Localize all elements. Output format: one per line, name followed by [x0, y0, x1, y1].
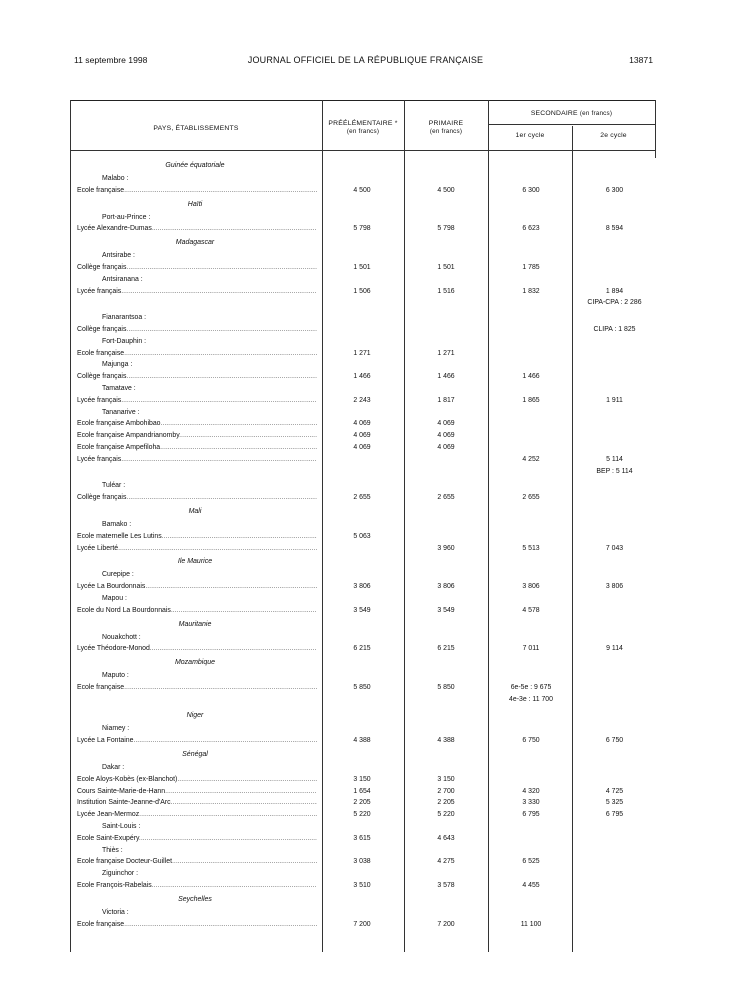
city-row	[70, 845, 655, 857]
cycle2-value: 4 725	[605, 787, 624, 795]
city-name: Niamey :	[102, 725, 130, 733]
establishment-row	[70, 643, 655, 655]
city-row	[70, 907, 655, 919]
establishment-name: Ecole française .....	[77, 348, 317, 360]
city-row	[70, 762, 655, 774]
preelementaire-value: 4 069	[353, 443, 371, 451]
primaire-value: 1 466	[437, 373, 455, 381]
primaire-value: 4 643	[437, 834, 455, 842]
city-row	[70, 670, 655, 682]
city-name: Mapou :	[102, 594, 127, 602]
city-row	[70, 480, 655, 492]
establishment-name: Ecole française .....	[77, 185, 317, 197]
fees-table	[70, 100, 655, 952]
cycle2-value: 8 594	[605, 225, 624, 233]
establishment-row	[70, 371, 655, 383]
preelementaire-value: 5 850	[353, 683, 371, 691]
cycle1-value: 1 785	[522, 263, 540, 271]
country-row	[70, 158, 655, 173]
city-row	[70, 821, 655, 833]
establishment-row	[70, 919, 655, 931]
country-row	[70, 235, 655, 250]
city-name: Fort-Dauphin :	[102, 337, 147, 345]
establishment-row	[70, 418, 655, 430]
establishment-row	[70, 809, 655, 821]
header-bottom-rule	[70, 150, 655, 151]
establishment-name: Ecole François-Rabelais .....	[77, 880, 317, 892]
preelementaire-value: 1 466	[353, 373, 371, 381]
establishment-name: Lycée français .....	[77, 286, 317, 298]
primaire-value: 4 069	[437, 432, 455, 440]
cycle2-value: 7 043	[605, 544, 624, 552]
country-name: Sénégal	[182, 751, 208, 759]
cycle2-value: 6 795	[605, 811, 624, 819]
cycle1-value: 6e-5e : 9 675	[510, 683, 552, 691]
city-row	[70, 212, 655, 224]
preelementaire-value: 5 063	[353, 532, 371, 540]
table-right-border	[655, 100, 656, 158]
city-row	[70, 407, 655, 419]
preelementaire-value: 2 243	[353, 396, 371, 404]
primaire-value: 4 069	[437, 443, 455, 451]
city-name: Malabo :	[102, 175, 129, 182]
cycle1-value: 4 578	[522, 606, 540, 614]
cycle1-value: 4 455	[522, 882, 540, 890]
country-name: Mauritanie	[178, 620, 212, 628]
establishment-name: Collège français .....	[77, 324, 317, 336]
city-row	[70, 868, 655, 880]
country-name: Mali	[188, 507, 202, 515]
primaire-value: 7 200	[437, 920, 455, 928]
establishment-row	[70, 262, 655, 274]
primaire-value: 6 215	[437, 645, 455, 653]
city-row	[70, 250, 655, 262]
establishment-row	[70, 531, 655, 543]
primaire-value: 4 500	[437, 186, 455, 194]
preelementaire-value: 5 220	[353, 811, 371, 819]
primaire-value: 4 275	[437, 858, 455, 866]
col-header-secondaire-unit: (en francs)	[579, 110, 613, 117]
country-name: Madagascar	[175, 239, 215, 247]
primaire-value: 1 817	[437, 396, 455, 404]
country-row	[70, 708, 655, 723]
city-name: Maputo :	[102, 672, 129, 680]
cycle2-value: CLIPA : 1 825	[593, 325, 636, 333]
country-row	[70, 892, 655, 907]
establishment-name: Ecole française .....	[77, 682, 317, 694]
preelementaire-value: 4 500	[353, 186, 371, 194]
preelementaire-value: 7 200	[353, 920, 371, 928]
country-name: Haïti	[187, 200, 203, 208]
cycle1-value: 6 750	[522, 737, 540, 745]
establishment-name: Lycée français .....	[77, 454, 317, 466]
city-name: Saint-Louis :	[102, 823, 141, 831]
establishment-name: Lycée La Fontaine .....	[77, 735, 317, 747]
preelementaire-value: 3 038	[353, 858, 371, 866]
establishment-row	[70, 543, 655, 555]
preelementaire-value: 3 510	[353, 882, 371, 890]
primaire-value: 1 516	[437, 287, 455, 295]
secondaire-rule	[488, 124, 655, 125]
city-row	[70, 312, 655, 324]
table-body	[70, 158, 655, 930]
establishment-name: Ecole française Ampandrianomby .....	[77, 430, 317, 442]
establishment-row	[70, 223, 655, 235]
city-name: Curepipe :	[102, 571, 134, 579]
col-header-secondaire-label: SECONDAIRE	[530, 110, 578, 117]
col-header-primaire-unit: (en francs)	[429, 128, 463, 135]
establishment-row	[70, 797, 655, 809]
establishment-name: Ecole française .....	[77, 919, 317, 931]
cycle2-value: 6 750	[605, 737, 624, 745]
preelementaire-value: 1 501	[353, 263, 371, 271]
cycle1-value: 3 806	[522, 583, 540, 591]
primaire-value: 2 700	[437, 787, 455, 795]
establishment-name: Lycée Jean-Mermoz .....	[77, 809, 317, 821]
primaire-value: 3 150	[437, 775, 455, 783]
establishment-name: Cours Sainte-Marie-de-Hann .....	[77, 786, 317, 798]
establishment-name: Collège français .....	[77, 492, 317, 504]
journal-title: JOURNAL OFFICIEL DE LA RÉPUBLIQUE FRANÇAISE	[247, 55, 484, 65]
cycle1-value: 4e-3e : 11 700	[509, 695, 553, 703]
col-header-primaire-label: PRIMAIRE	[428, 120, 464, 127]
establishment-row	[70, 774, 655, 786]
city-row	[70, 336, 655, 348]
country-name: Mozambique	[174, 659, 216, 667]
primaire-value: 4 388	[437, 737, 455, 745]
cycle2-value: 3 806	[605, 583, 624, 591]
establishment-row	[70, 454, 655, 466]
primaire-value: 2 655	[437, 494, 455, 502]
establishment-row	[70, 605, 655, 617]
city-name: Port-au-Prince :	[102, 213, 151, 221]
preelementaire-value: 5 798	[353, 225, 371, 233]
table-top-rule	[70, 100, 655, 101]
city-name: Victoria :	[102, 908, 129, 916]
establishment-row	[70, 856, 655, 868]
establishment-name: Collège français .....	[77, 262, 317, 274]
primaire-value: 5 220	[437, 811, 455, 819]
city-name: Thiès :	[102, 846, 123, 854]
preelementaire-value: 4 069	[353, 432, 371, 440]
col-header-cycle2: 2e cycle	[600, 132, 627, 139]
cycle2-value: BEP : 5 114	[596, 467, 633, 475]
cycle2-value: 1 894	[605, 287, 624, 295]
establishment-name: Ecole française Docteur-Guillet .....	[77, 856, 317, 868]
city-name: Majunga :	[102, 361, 133, 369]
establishment-name: Ecole française Ampefiloha .....	[77, 442, 317, 454]
preelementaire-value: 1 654	[353, 787, 371, 795]
establishment-row	[70, 735, 655, 747]
cycle1-value: 6 623	[522, 225, 540, 233]
primaire-value: 4 069	[437, 420, 455, 428]
country-name: Niger	[186, 712, 204, 720]
establishment-name: Lycée Alexandre-Dumas .....	[77, 223, 317, 235]
city-name: Nouakchott :	[102, 633, 141, 641]
preelementaire-value: 6 215	[353, 645, 371, 653]
preelementaire-value: 2 205	[353, 799, 371, 807]
cycle2-value: 9 114	[606, 645, 623, 653]
primaire-value: 1 271	[437, 349, 455, 357]
establishment-row	[70, 682, 655, 694]
establishment-row	[70, 492, 655, 504]
cycle1-value: 6 525	[522, 858, 540, 866]
city-name: Ziguinchor :	[102, 870, 139, 878]
establishment-name: Ecole Aloys-Kobès (ex-Blanchot) .....	[77, 774, 317, 786]
country-row	[70, 747, 655, 762]
country-row	[70, 197, 655, 212]
col-header-preelementaire-unit: (en francs)	[346, 128, 380, 135]
establishment-extra-row	[70, 466, 655, 478]
establishment-extra-row	[70, 297, 655, 309]
establishment-row	[70, 395, 655, 407]
primaire-value: 2 205	[437, 799, 455, 807]
establishment-row	[70, 348, 655, 360]
cycle1-value: 1 865	[522, 396, 540, 404]
establishment-name: Ecole maternelle Les Lutins .....	[77, 531, 317, 543]
cycle2-value: 6 300	[605, 186, 624, 194]
city-row	[70, 723, 655, 735]
cycle1-value: 3 330	[522, 799, 540, 807]
city-row	[70, 359, 655, 371]
establishment-row	[70, 833, 655, 845]
cycle1-value: 6 795	[522, 811, 540, 819]
establishment-name: Lycée Théodore-Monod .....	[77, 643, 317, 655]
city-row	[70, 274, 655, 286]
cycle1-value: 1 466	[522, 373, 540, 381]
primaire-value: 3 960	[437, 544, 455, 552]
country-name: Guinée équatoriale	[165, 162, 225, 169]
establishment-name: Ecole Saint-Exupéry .....	[77, 833, 317, 845]
preelementaire-value: 4 388	[353, 737, 371, 745]
cycle1-value: 4 320	[522, 787, 540, 795]
cycle2-value: 5 325	[605, 799, 624, 807]
city-name: Tananarive :	[102, 408, 140, 416]
city-row	[70, 632, 655, 644]
establishment-row	[70, 286, 655, 298]
establishment-name: Lycée Liberté .....	[77, 543, 317, 555]
primaire-value: 3 549	[437, 606, 455, 614]
city-name: Tuléar :	[102, 482, 126, 490]
col-header-cycle1: 1er cycle	[515, 132, 545, 139]
preelementaire-value: 3 806	[353, 583, 371, 591]
establishment-row	[70, 581, 655, 593]
establishment-row	[70, 786, 655, 798]
establishment-row	[70, 442, 655, 454]
cycle1-value: 7 011	[522, 645, 540, 653]
city-row	[70, 593, 655, 605]
preelementaire-value: 1 506	[353, 287, 371, 295]
establishment-name: Collège français .....	[77, 371, 317, 383]
establishment-name: Ecole française Ambohibao .....	[77, 418, 317, 430]
primaire-value: 3 806	[437, 583, 455, 591]
city-row	[70, 569, 655, 581]
col-header-secondaire	[488, 110, 655, 118]
establishment-extra-row	[70, 694, 655, 706]
preelementaire-value: 3 150	[353, 775, 371, 783]
country-row	[70, 617, 655, 632]
col-header-preelementaire-label: PRÉÉLÉMENTAIRE *	[328, 120, 398, 127]
city-name: Fianarantsoa :	[102, 314, 147, 322]
cycle2-value: 5 114	[606, 455, 623, 463]
establishment-row	[70, 324, 655, 336]
cycle1-value: 6 300	[522, 186, 540, 194]
primaire-value: 3 578	[437, 882, 455, 890]
establishment-name: Institution Sainte-Jeanne-d'Arc .....	[77, 797, 317, 809]
cycle1-value: 2 655	[522, 494, 540, 502]
establishment-row	[70, 430, 655, 442]
cycle2-value: 1 911	[606, 396, 623, 404]
country-name: Seychelles	[178, 895, 212, 903]
col-header-preelementaire	[322, 120, 404, 136]
city-name: Tamatave :	[102, 384, 136, 392]
establishment-row	[70, 185, 655, 197]
country-row	[70, 554, 655, 569]
city-name: Antsiranana :	[102, 275, 143, 283]
country-name: Ile Maurice	[177, 558, 213, 566]
city-row	[70, 383, 655, 395]
primaire-value: 1 501	[437, 263, 455, 271]
cycle1-value: 5 513	[522, 544, 540, 552]
cycle2-value: CIPA-CPA : 2 286	[587, 299, 642, 307]
city-name: Bamako :	[102, 520, 132, 528]
page-number: 13871	[629, 55, 653, 65]
primaire-value: 5 798	[437, 225, 455, 233]
country-row	[70, 504, 655, 519]
preelementaire-value: 2 655	[353, 494, 371, 502]
establishment-name: Ecole du Nord La Bourdonnais .....	[77, 605, 317, 617]
establishment-name: Lycée La Bourdonnais .....	[77, 581, 317, 593]
city-row	[70, 173, 655, 185]
city-name: Antsirabe :	[102, 252, 135, 260]
establishment-name: Lycée français .....	[77, 395, 317, 407]
preelementaire-value: 4 069	[353, 420, 371, 428]
primaire-value: 5 850	[437, 683, 455, 691]
establishment-row	[70, 880, 655, 892]
header-date: 11 septembre 1998	[74, 55, 148, 65]
preelementaire-value: 3 549	[353, 606, 371, 614]
preelementaire-value: 3 615	[353, 834, 371, 842]
city-name: Dakar :	[102, 764, 125, 772]
col-header-pays: PAYS, ÉTABLISSEMENTS	[153, 125, 239, 132]
cycle1-value: 4 252	[522, 455, 540, 463]
preelementaire-value: 1 271	[353, 349, 371, 357]
cycle1-value: 1 832	[522, 287, 540, 295]
cycle1-value: 11 100	[520, 920, 542, 928]
col-header-primaire	[404, 120, 488, 136]
city-row	[70, 519, 655, 531]
country-row	[70, 655, 655, 670]
